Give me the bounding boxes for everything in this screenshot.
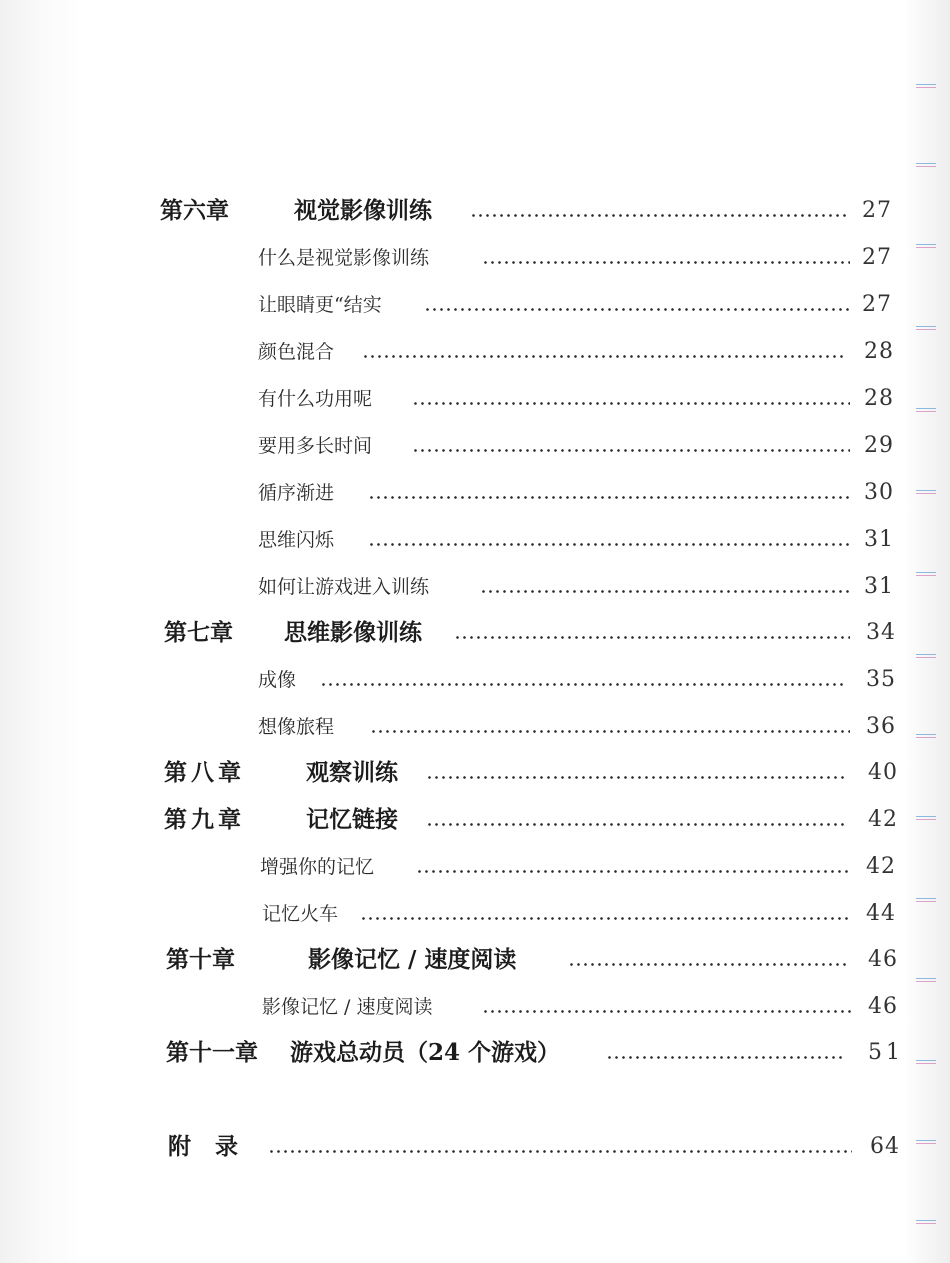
dot-leader: [368, 543, 850, 546]
chapter-label: 第八章: [164, 759, 245, 786]
dot-leader: [470, 214, 850, 217]
appendix-title: 附录: [168, 1133, 262, 1160]
page-number: 27: [862, 292, 892, 317]
edge-mark: [916, 84, 936, 89]
chapter-label: 第七章: [164, 619, 233, 646]
dot-leader: [412, 402, 850, 405]
toc-section[interactable]: [258, 241, 895, 275]
toc-appendix[interactable]: [168, 1130, 900, 1164]
toc-section[interactable]: [258, 382, 895, 416]
dot-leader: [320, 683, 846, 686]
dot-leader: [482, 261, 850, 264]
edge-mark: [916, 490, 936, 495]
dot-leader: [368, 496, 850, 499]
dot-leader: [426, 776, 848, 779]
section-title: 有什么功用呢: [258, 388, 373, 410]
page-number: 28: [864, 386, 894, 411]
toc-section[interactable]: [262, 897, 897, 931]
page-number: 27: [862, 198, 892, 223]
section-title: 循序渐进: [258, 482, 335, 504]
page-number: 30: [864, 480, 894, 505]
chapter-label: 第十一章: [166, 1039, 258, 1066]
section-title: 什么是视觉影像训练: [258, 247, 430, 269]
section-title: 增强你的记忆: [260, 856, 375, 878]
page-number: 51: [868, 1040, 904, 1065]
dot-leader: [370, 730, 850, 733]
toc-section[interactable]: [258, 710, 895, 744]
section-title: 颜色混合: [258, 341, 335, 363]
toc-section[interactable]: [258, 476, 895, 510]
toc-section[interactable]: [262, 990, 897, 1024]
toc-chapter-7[interactable]: [164, 616, 895, 650]
page-number: 36: [866, 714, 896, 739]
page-number: 40: [868, 760, 898, 785]
chapter-title: 影像记忆 / 速度阅读: [308, 946, 517, 973]
page-number: 42: [868, 807, 898, 832]
page-number: 34: [866, 620, 896, 645]
dot-leader: [454, 636, 850, 639]
section-title: 如何让游戏进入训练: [258, 576, 430, 598]
dot-leader: [360, 917, 852, 920]
edge-mark: [916, 1220, 936, 1225]
edge-mark: [916, 978, 936, 983]
chapter-title: 游戏总动员（24 个游戏）: [290, 1039, 561, 1066]
chapter-title: 记忆链接: [306, 806, 398, 833]
page-number: 31: [864, 574, 894, 599]
section-title: 思维闪烁: [258, 529, 335, 551]
edge-mark: [916, 898, 936, 903]
toc-section[interactable]: [258, 288, 895, 322]
page-number: 42: [866, 854, 896, 879]
chapter-label: 第十章: [166, 946, 235, 973]
chapter-label: 第九章: [164, 806, 245, 833]
toc-section[interactable]: [258, 429, 895, 463]
dot-leader: [606, 1056, 846, 1059]
toc-chapter-8[interactable]: [164, 756, 897, 790]
page-number: 31: [864, 527, 894, 552]
chapter-title: 视觉影像训练: [294, 197, 432, 224]
dot-leader: [480, 590, 850, 593]
page-number: 28: [864, 339, 894, 364]
toc-section[interactable]: [258, 335, 895, 369]
toc-chapter-10[interactable]: [166, 943, 897, 977]
toc-section[interactable]: [258, 523, 895, 557]
dot-leader: [362, 355, 846, 358]
dot-leader: [568, 963, 850, 966]
chapter-title: 观察训练: [306, 759, 398, 786]
dot-leader: [426, 823, 848, 826]
toc-chapter-6[interactable]: [160, 194, 895, 228]
edge-mark: [916, 244, 936, 249]
page-number: 46: [868, 947, 898, 972]
dot-leader: [412, 449, 850, 452]
dot-leader: [424, 308, 850, 311]
page-number: 27: [862, 245, 892, 270]
page-gutter-shadow: [0, 0, 80, 1263]
edge-mark: [916, 163, 936, 168]
edge-mark: [916, 816, 936, 821]
edge-mark: [916, 572, 936, 577]
edge-mark: [916, 326, 936, 331]
edge-mark: [916, 734, 936, 739]
section-title: 让眼睛更“结实: [258, 294, 382, 316]
edge-mark: [916, 408, 936, 413]
toc-section[interactable]: [258, 570, 895, 604]
section-title: 成像: [258, 669, 297, 691]
toc-section[interactable]: [258, 663, 895, 697]
chapter-label: 第六章: [160, 197, 229, 224]
section-title: 影像记忆 / 速度阅读: [262, 996, 433, 1018]
page-number: 46: [868, 994, 898, 1019]
toc-chapter-9[interactable]: [164, 803, 897, 837]
chapter-title: 思维影像训练: [284, 619, 422, 646]
page-edge: [905, 0, 950, 1263]
edge-mark: [916, 1060, 936, 1065]
dot-leader: [416, 870, 852, 873]
page-number: 64: [870, 1134, 900, 1159]
section-title: 要用多长时间: [258, 435, 373, 457]
section-title: 记忆火车: [262, 903, 339, 925]
toc-section[interactable]: [260, 850, 897, 884]
page-number: 29: [864, 433, 894, 458]
page-number: 44: [866, 901, 896, 926]
dot-leader: [268, 1150, 852, 1153]
toc-chapter-11[interactable]: [166, 1036, 904, 1070]
edge-mark: [916, 654, 936, 659]
page-number: 35: [866, 667, 896, 692]
dot-leader: [482, 1010, 854, 1013]
section-title: 想像旅程: [258, 716, 335, 738]
edge-mark: [916, 1140, 936, 1145]
